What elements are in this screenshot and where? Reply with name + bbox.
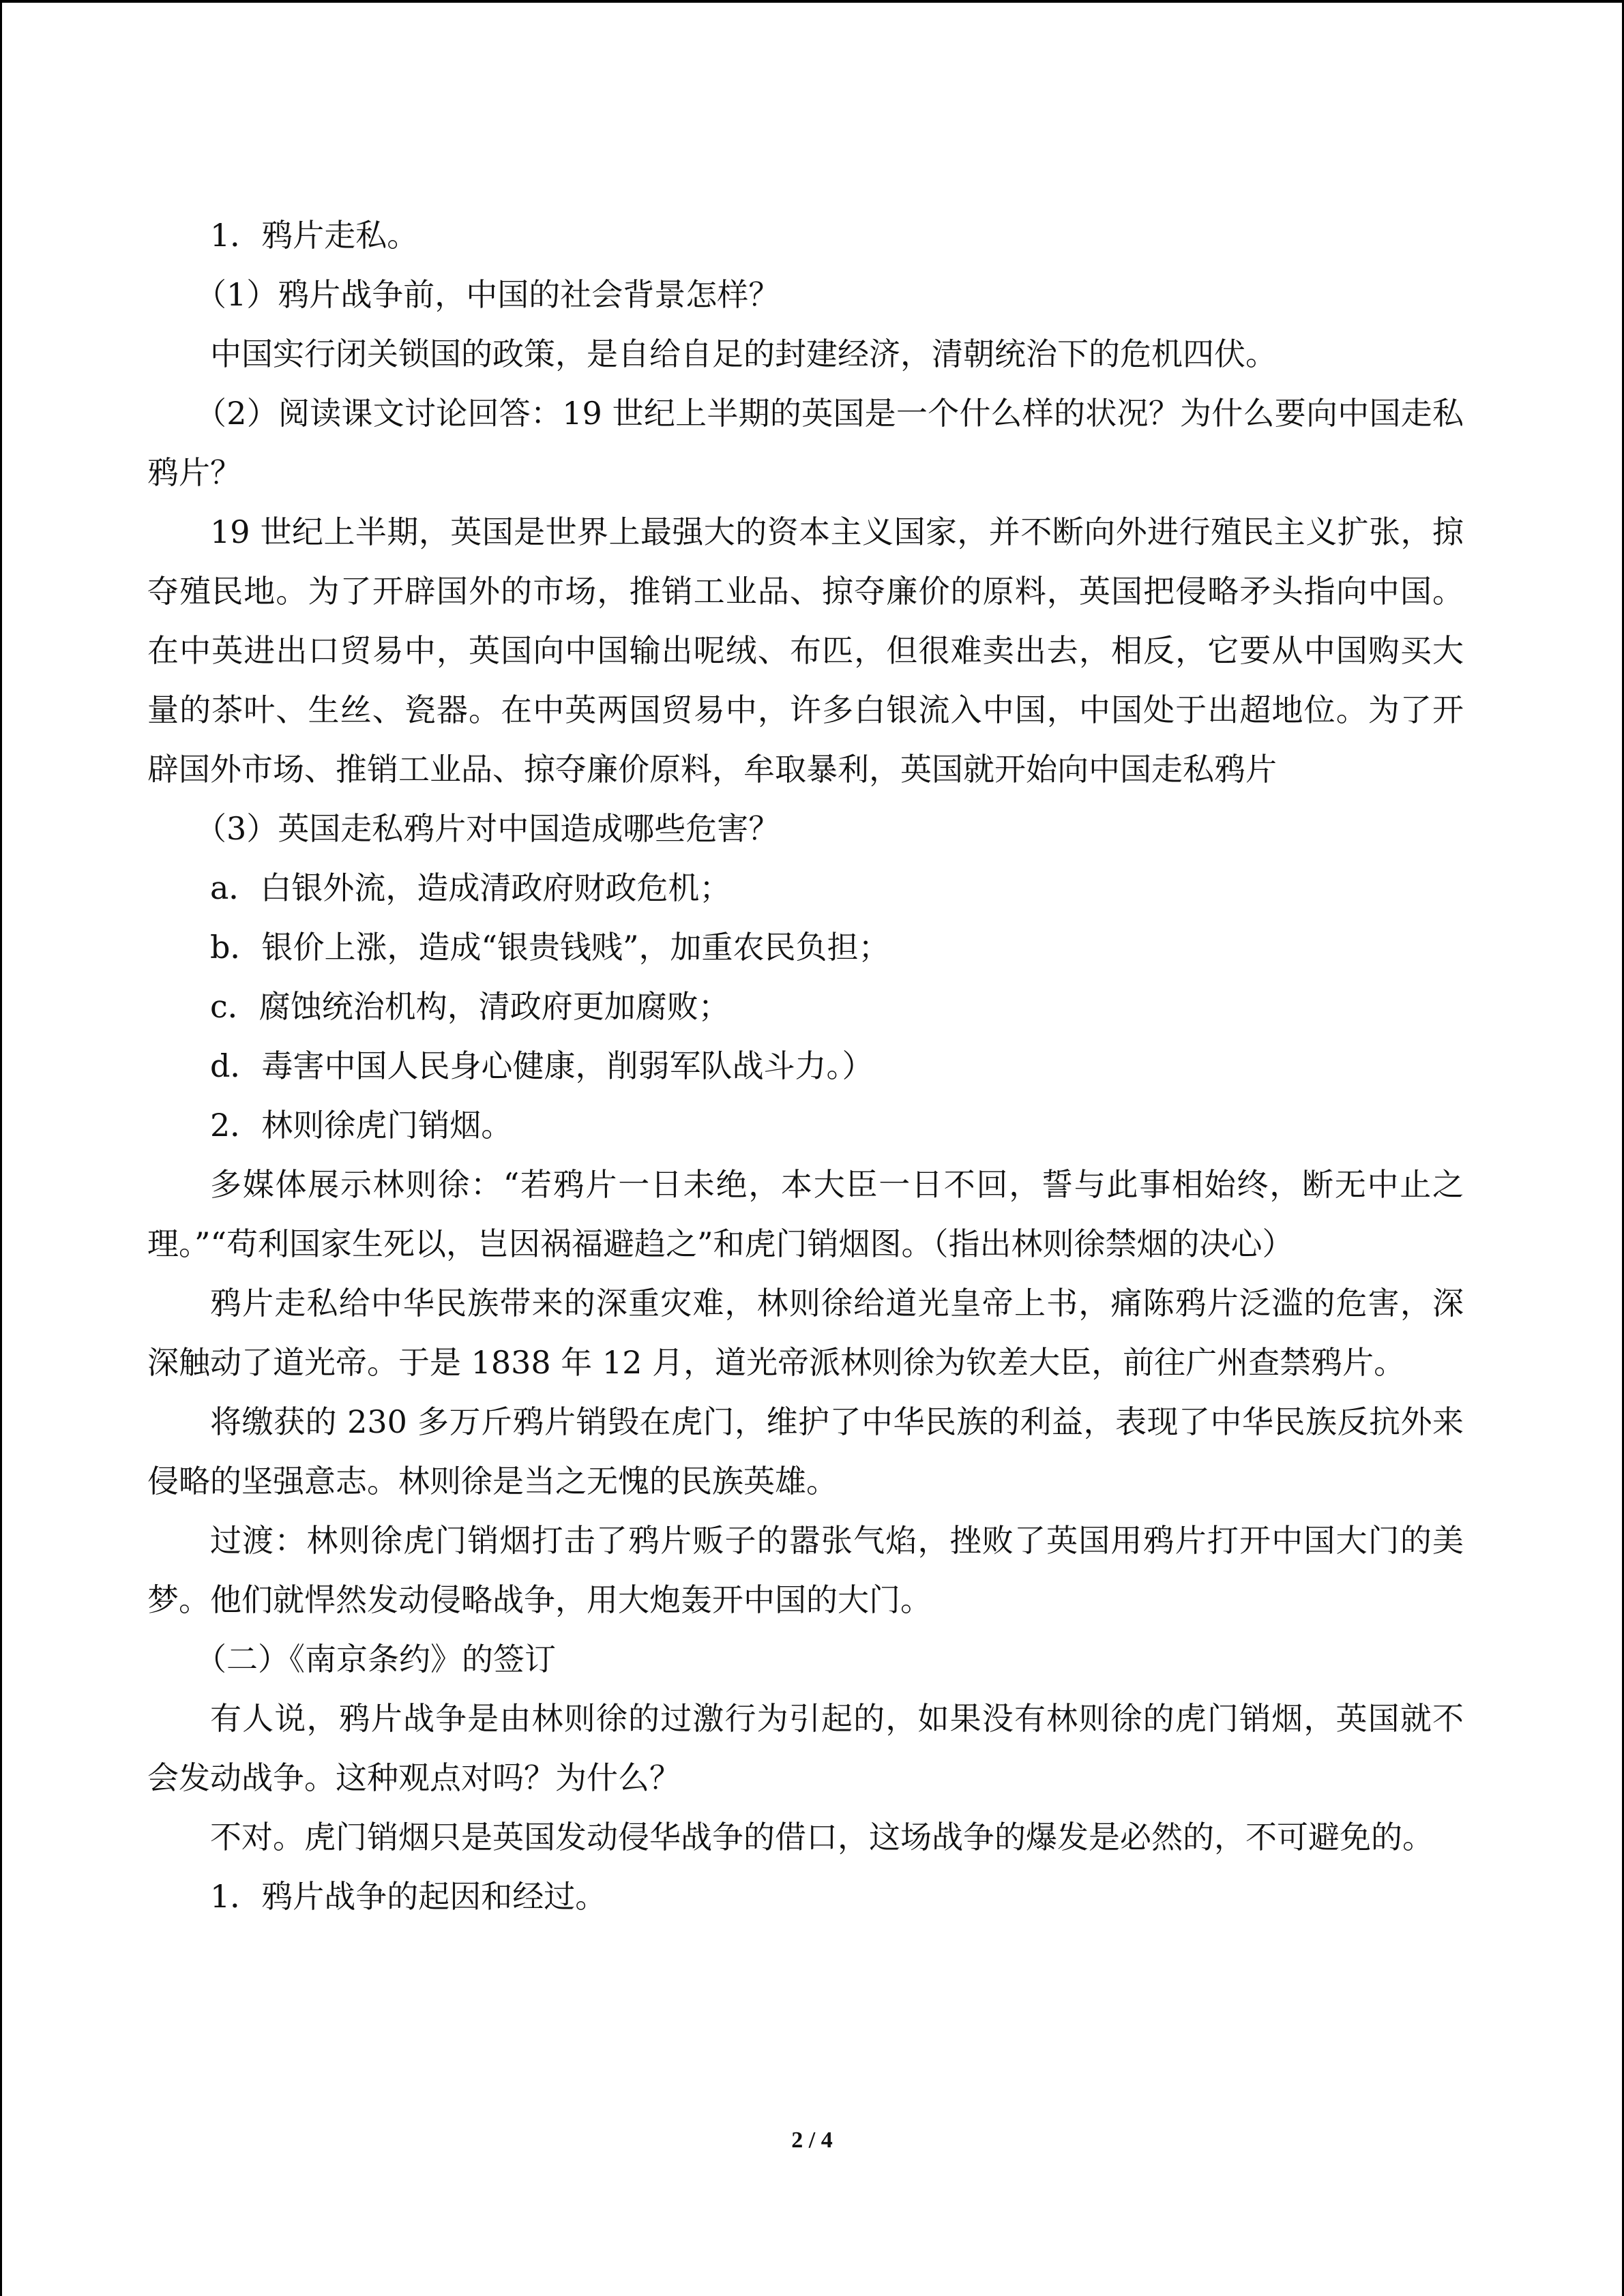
paragraph: （二）《南京条约》的签订 bbox=[195, 1641, 556, 1678]
paragraph: 过渡：林则徐虎门销烟打击了鸦片贩子的嚣张气焰，挫败了英国用鸦片打开中国大门的美梦。他们就悍然发动侵略战争，用大炮轰开中国的大门。 bbox=[147, 1522, 1464, 1618]
paragraph: d．毒害中国人民身心健康，削弱军队战斗力。） bbox=[210, 1047, 874, 1084]
paragraph: b．银价上涨，造成“银贵钱贱”，加重农民负担； bbox=[210, 929, 890, 966]
paragraph: 1．鸦片走私。 bbox=[210, 217, 419, 254]
paragraph: 中国实行闭关锁国的政策，是自给自足的封建经济，清朝统治下的危机四伏。 bbox=[210, 336, 1277, 372]
paragraph: 有人说，鸦片战争是由林则徐的过激行为引起的，如果没有林则徐的虎门销烟，英国就不会发动战争。这种观点对吗？为什么？ bbox=[147, 1700, 1464, 1796]
paragraph: （2）阅读课文讨论回答：19 世纪上半期的英国是一个什么样的状况？为什么要向中国走私鸦片？ bbox=[147, 395, 1464, 491]
paragraph: （1）鸦片战争前，中国的社会背景怎样？ bbox=[195, 276, 780, 313]
page-left-border bbox=[0, 0, 2, 2296]
paragraph: 将缴获的 230 多万斤鸦片销毁在虎门，维护了中华民族的利益，表现了中华民族反抗外来侵略的坚强意志。林则徐是当之无愧的民族英雄。 bbox=[147, 1403, 1464, 1500]
paragraph: 不对。虎门销烟只是英国发动侵华战争的借口，这场战争的爆发是必然的，不可避免的。 bbox=[210, 1819, 1434, 1855]
paragraph: （3）英国走私鸦片对中国造成哪些危害？ bbox=[195, 810, 780, 847]
paragraph: 19 世纪上半期，英国是世界上最强大的资本主义国家，并不断向外进行殖民主义扩张，掠夺殖民地。为了开辟国外的市场，推销工业品、掠夺廉价的原料，英国把侵略矛头指向中国。在中英进出口贸易中，英国向中国输出呢绒、布匹，但很难卖出去，相反，它要从中国购买大量的茶叶、生丝、瓷器。在中英两国贸易中，许多白银流入中国，中国处于出超地位。为了开辟国外市场、推销工业品、掠夺廉价原料，牟取暴利，英国就开始向中国走私鸦片 bbox=[147, 513, 1464, 788]
page-number: 2 / 4 bbox=[791, 2128, 833, 2153]
paragraph: c．腐蚀统治机构，清政府更加腐败； bbox=[210, 988, 730, 1025]
paragraph: a．白银外流，造成清政府财政危机； bbox=[210, 869, 731, 906]
paragraph: 1．鸦片战争的起因和经过。 bbox=[210, 1878, 607, 1915]
paragraph: 多媒体展示林则徐：“若鸦片一日未绝，本大臣一日不回，誓与此事相始终，断无中止之理。”“苟利国家生死以，岂因祸福避趋之”和虎门销烟图。（指出林则徐禁烟的决心） bbox=[147, 1166, 1464, 1262]
paragraph: 2．林则徐虎门销烟。 bbox=[210, 1107, 513, 1144]
page-top-border bbox=[0, 0, 1624, 3]
document-body bbox=[147, 206, 1464, 1926]
paragraph: 鸦片走私给中华民族带来的深重灾难，林则徐给道光皇帝上书，痛陈鸦片泛滥的危害，深深触动了道光帝。于是 1838 年 12 月，道光帝派林则徐为钦差大臣，前往广州查禁鸦片。 bbox=[147, 1285, 1464, 1381]
